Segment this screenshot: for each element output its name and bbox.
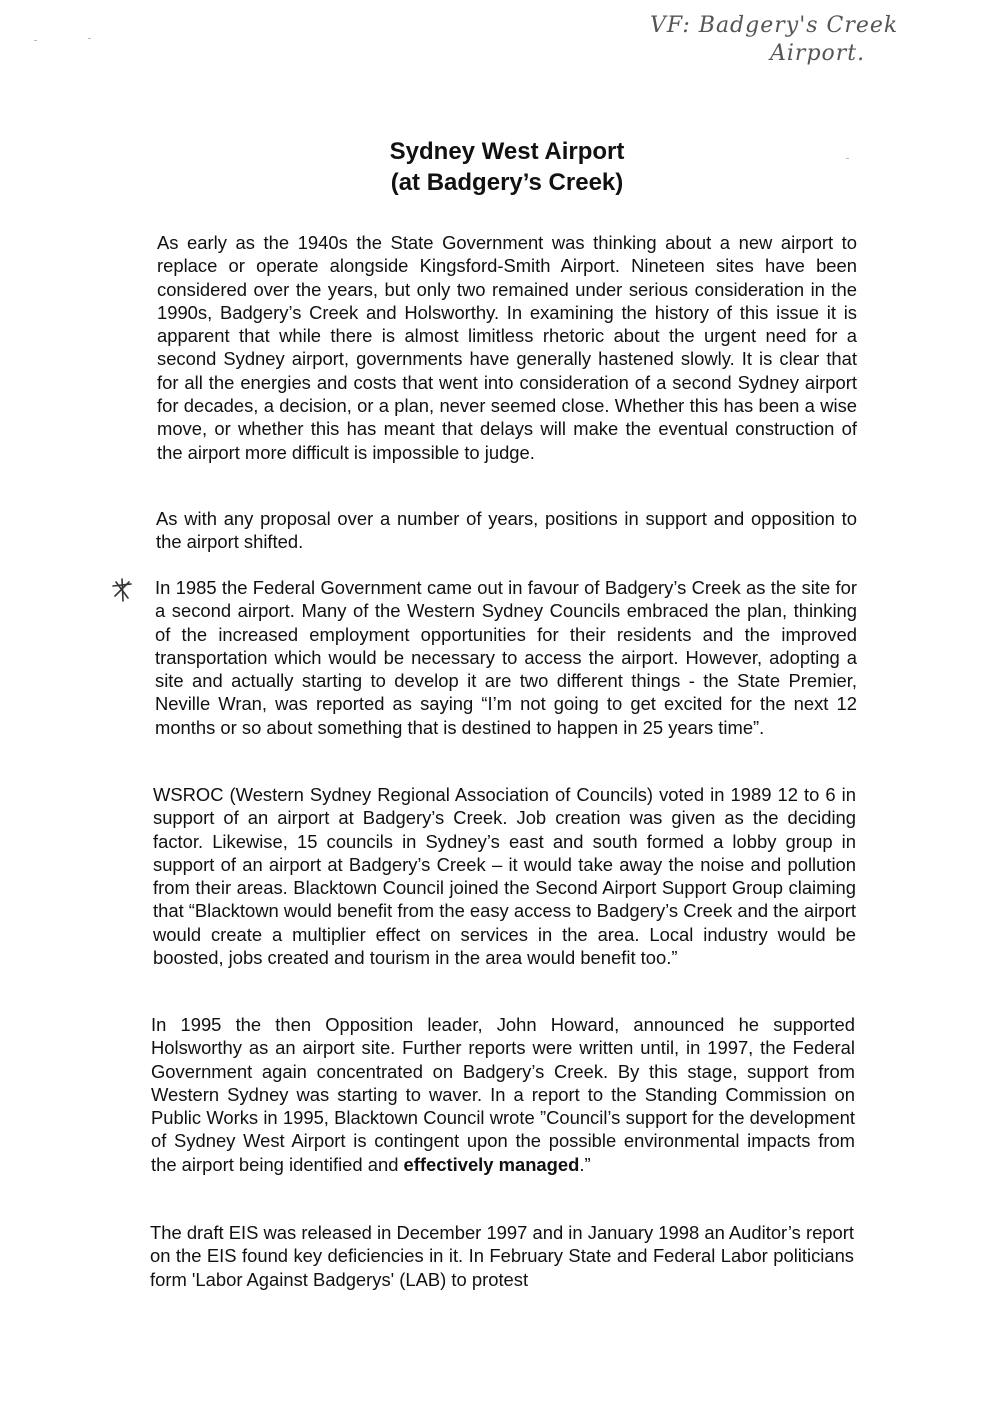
scan-speck (88, 38, 91, 39)
paragraph-5-end: .” (579, 1153, 591, 1175)
scan-speck (34, 40, 37, 41)
paragraph-1: As early as the 1940s the State Government was thinking about a new airport to replace or operate alongside Kingsford-Smith Airport. Nineteen sites have been considered over the years, but only two remained under serious consideration in the 1990s, Badgery’s Creek and Holsworthy. In examining the history of this issue it is apparent that while there is almost limitless rhetoric about the urgent need for a second Sydney airport, governments have generally hastened slowly. It is clear that for all the energies and costs that went into consideration of a second Sydney airport for decades, a decision, or a plan, never seemed close. Whether this has been a wise move, or whether this has meant that delays will make the eventual construction of the airport more difficult is impossible to judge. (157, 232, 857, 463)
paragraph-5-emphasis: effectively managed (403, 1153, 580, 1175)
paragraph-5 (151, 1013, 855, 1176)
paragraph-6: The draft EIS was released in December 1997 and in January 1998 an Auditor’s report on the EIS found key deficiencies in it. In February State and Federal Labor politicians form 'Labor Against Badgerys' (LAB) to protest (150, 1222, 854, 1290)
paragraph-5-text: In 1995 the then Opposition leader, John Howard, announced he supported Holsworthy as an airport site. Further reports were written until, in 1997, the Federal Government again concentrated on Badgery’s Creek. By this stage, support from Western Sydney was starting to waver. In a report to the Standing Commission on Public Works in 1995, Blacktown Council wrote ”Council’s support for the development of Sydney West Airport is contingent upon the possible environmental impacts from the airport being identified and (151, 1014, 855, 1175)
paragraph-2: As with any proposal over a number of years, positions in support and opposition to the airport shifted. (156, 508, 857, 553)
page-title (0, 136, 1000, 198)
title-line-2: (at Badgery’s Creek) (390, 169, 624, 196)
title-line-1: Sydney West Airport (389, 138, 625, 165)
paragraph-4: WSROC (Western Sydney Regional Association of Councils) voted in 1989 12 to 6 in support of an airport at Badgery’s Creek. Job creation was given as the deciding factor. Likewise, 15 councils in Sydney’s east and south formed a lobby group in support of an airport at Badgery’s Creek – it would take away the noise and pollution from their areas. Blacktown Council joined the Second Airport Support Group claiming that “Blacktown would benefit from the easy access to Badgery’s Creek and the airport would create a multiplier effect on services in the area. Local industry would be boosted, jobs created and tourism in the area would benefit too.” (153, 784, 856, 969)
paragraph-3: In 1985 the Federal Government came out in favour of Badgery’s Creek as the site for a second airport. Many of the Western Sydney Councils embraced the plan, thinking of the increased employment opportunities for their residents and the improved transportation which would be necessary to access the airport. However, adopting a site and actually starting to develop it are two different things - the State Premier, Neville Wran, was reported as saying “I’m not going to get excited for the next 12 months or so about something that is destined to happen in 25 years time”. (155, 577, 857, 738)
handwritten-note-line-2: Airport. (770, 41, 866, 66)
handwritten-note (650, 12, 950, 68)
handwritten-asterisk-icon (109, 576, 135, 604)
handwritten-note-line-1: VF: Badgery's Creek (650, 13, 899, 38)
